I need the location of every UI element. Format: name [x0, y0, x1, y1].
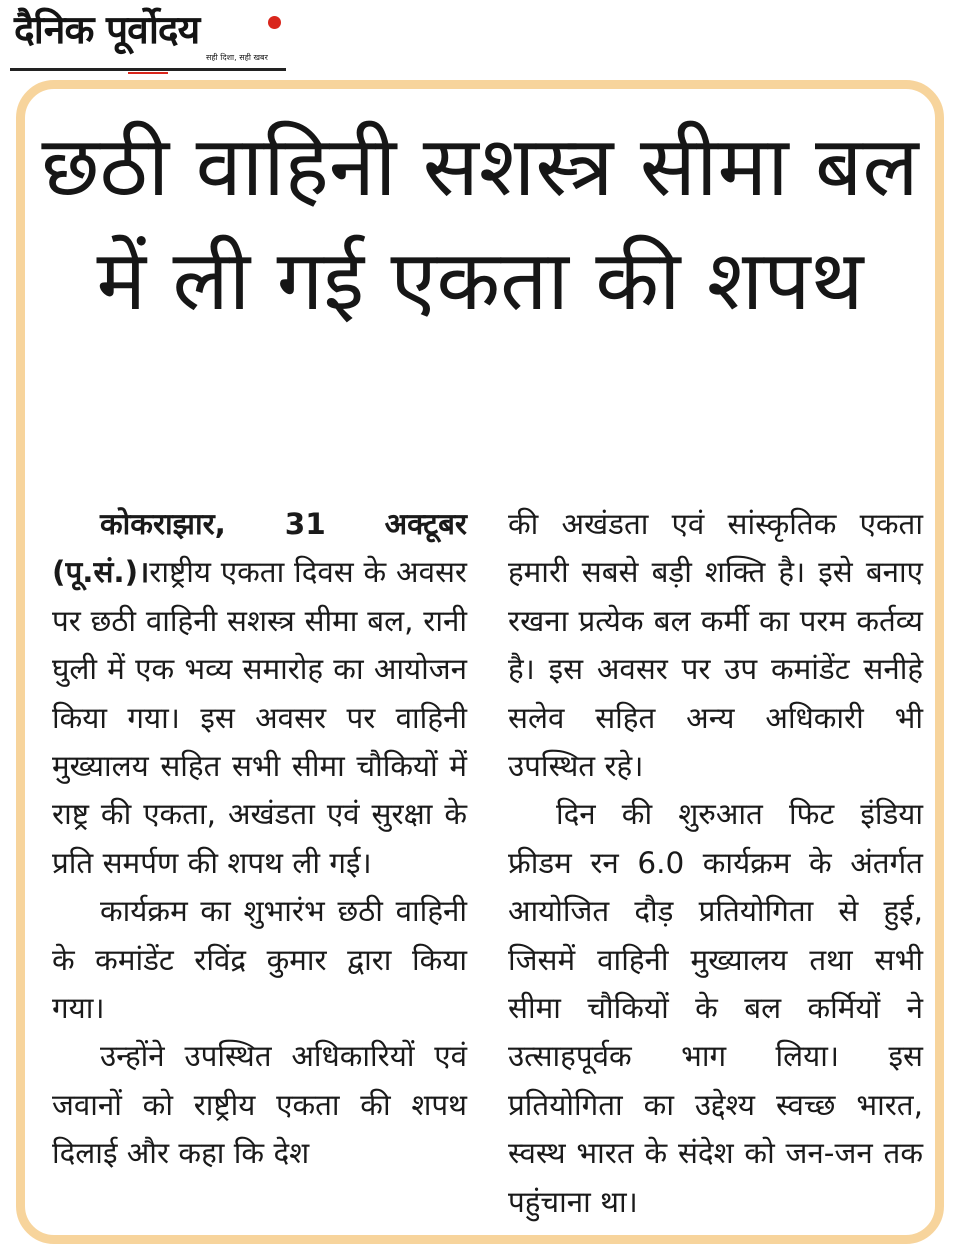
article-column-right — [508, 500, 923, 1226]
newspaper-logo: दैनिक पूर्वोदय — [14, 8, 200, 53]
masthead-rule — [10, 68, 286, 71]
logo-dot — [268, 16, 281, 29]
dateline: कोकराझार, 31 अक्टूबर (पू.सं.)। — [52, 507, 467, 590]
article-paragraph: दिन की शुरुआत फिट इंडिया फ्रीडम रन 6.0 कार्यक्रम के अंतर्गत आयोजित दौड़ प्रतियोगिता से हुई, जिसमें वाहिनी मुख्यालय तथा सभी सीमा चौकियों के बल कर्मियों ने उत्साहपूर्वक भाग लिया। इस प्रतियोगिता का उद्देश्य स्वच्छ भारत, स्वस्थ भारत के संदेश को जन-जन तक पहुंचाना था। — [508, 797, 923, 1219]
article-paragraph: की अखंडता एवं सांस्कृतिक एकता हमारी सबसे बड़ी शक्ति है। इसे बनाए रखना प्रत्येक बल कर्मी का परम कर्तव्य है। इस अवसर पर उप कमांडेंट सनीहे सलेव सहित अन्य अधिकारी भी उपस्थित रहे। — [508, 507, 923, 784]
article-paragraph: कोकराझार, 31 अक्टूबर (पू.सं.)।राष्ट्रीय एकता दिवस के अवसर पर छठी वाहिनी सशस्त्र सीमा बल, रानी घुली में एक भव्य समारोह का आयोजन किया गया। इस अवसर पर वाहिनी मुख्यालय सहित सभी सीमा चौकियों में राष्ट्र की एकता, अखंडता एवं सुरक्षा के प्रति समर्पण की शपथ ली गई। — [52, 507, 467, 880]
article-headline: छठी वाहिनी सशस्त्र सीमा बल में ली गई एकता की शपथ — [41, 118, 919, 329]
article-paragraph: उन्होंने उपस्थित अधिकारियों एवं जवानों को राष्ट्रीय एकता की शपथ दिलाई और कहा कि देश — [52, 1039, 467, 1171]
article-paragraph: कार्यक्रम का शुभारंभ छठी वाहिनी के कमांडेंट रविंद्र कुमार द्वारा किया गया। — [52, 894, 467, 1026]
masthead-accent — [128, 72, 168, 74]
newspaper-tagline: सही दिशा, सही खबर — [206, 53, 268, 62]
masthead — [10, 6, 286, 72]
article-column-left — [52, 500, 467, 1178]
